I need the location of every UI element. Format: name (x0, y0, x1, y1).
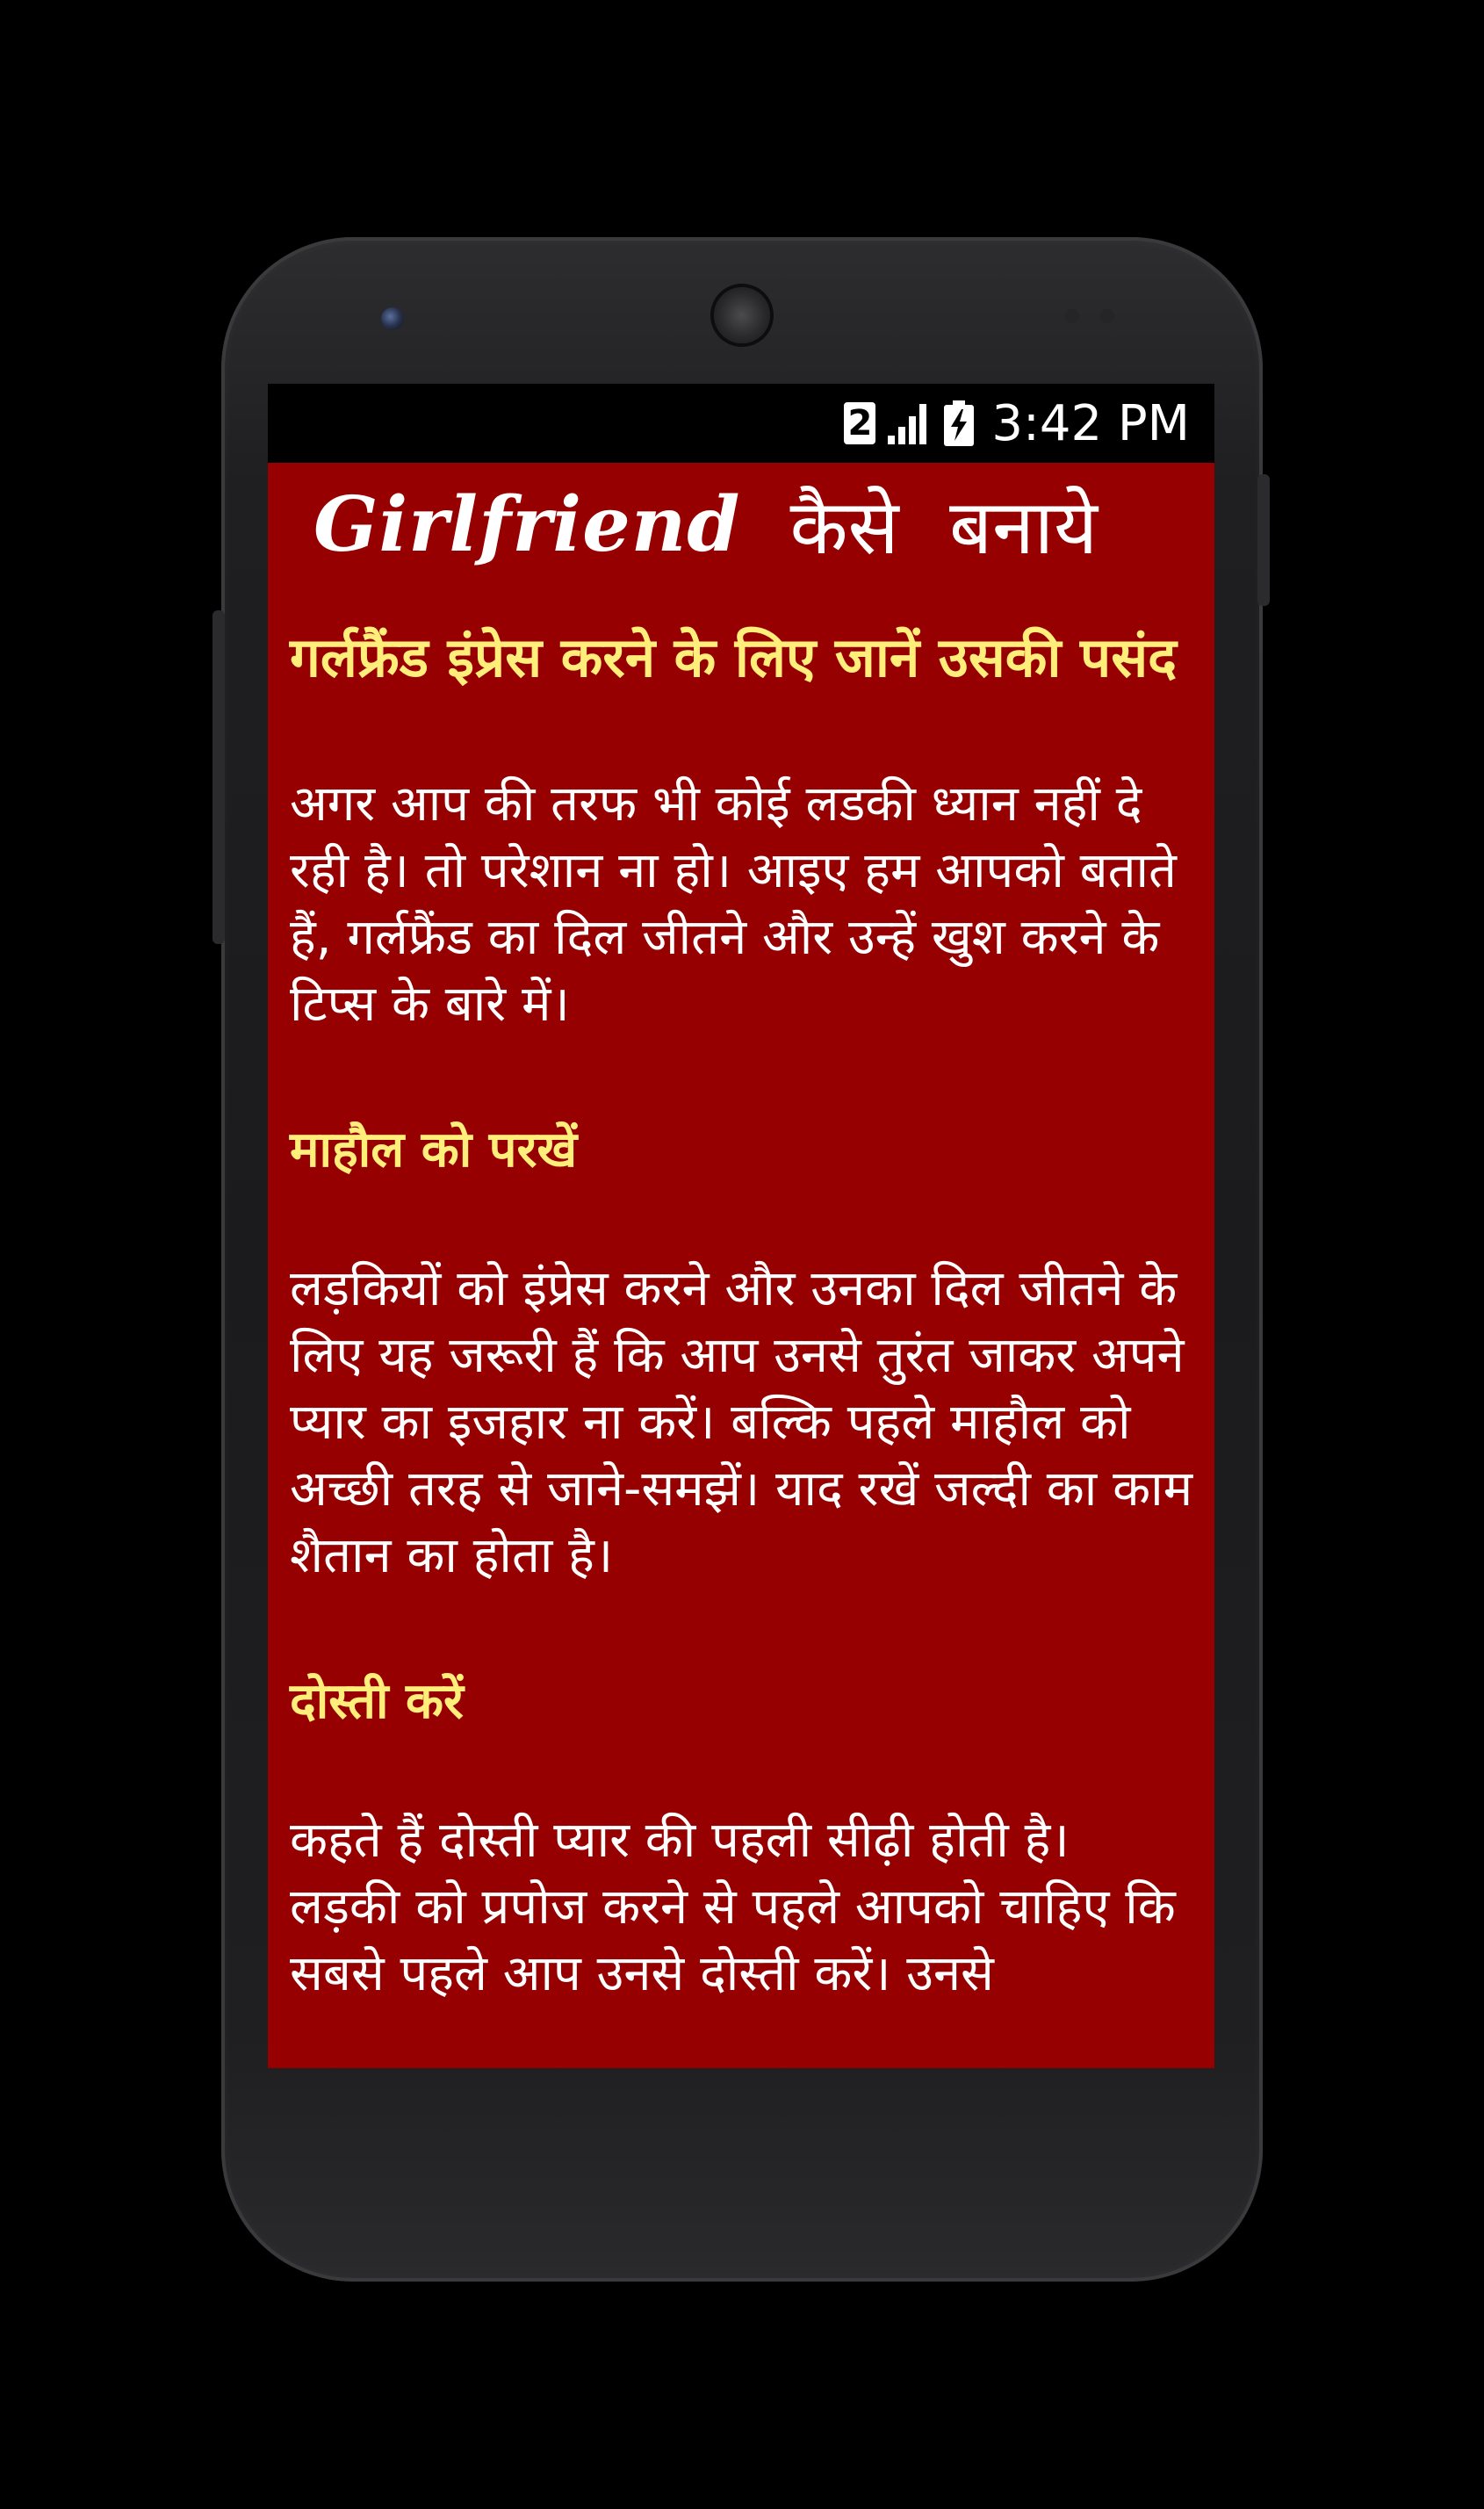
phone-screen (268, 384, 1214, 2068)
section-heading: माहौल को परखें (290, 1121, 578, 1179)
section-heading: दोस्ती करें (290, 1673, 464, 1730)
light-sensor (1100, 309, 1114, 323)
intro-paragraph: अगर आप की तरफ भी कोई लडकी ध्यान नहीं दे रही है। तो परेशान ना हो। आइए हम आपको बताते हैं, गर्लफ्रैंड का दिल जीतने और उन्हें खुश करने के टिप्स के बारे में। (290, 775, 1177, 1033)
status-clock: 3:42 PM (991, 394, 1190, 452)
article-title: गर्लफ्रैंड इंप्रेस करने के लिए जानें उसकी पसंद (290, 625, 1178, 689)
app-title-english: Girlfriend (313, 479, 741, 569)
sim-card-icon: 2 (844, 402, 875, 444)
battery-charging-icon (944, 400, 974, 446)
proximity-sensor (1065, 309, 1079, 323)
power-button (1257, 474, 1270, 606)
article-content[interactable] (290, 616, 1194, 2008)
cell-signal-icon (888, 402, 932, 444)
app-title-hindi: कैसे बनाये (789, 483, 1098, 572)
front-camera (381, 307, 404, 330)
volume-button (213, 610, 225, 944)
app-header (268, 463, 1214, 586)
earpiece-speaker (714, 287, 770, 343)
section-paragraph: लड़कियों को इंप्रेस करने और उनका दिल जीतने के लिए यह जरूरी हैं कि आप उनसे तुरंत जाकर अपने प्यार का इजहार ना करें। बल्कि पहले माहौल को अच्छी तरह से जाने-समझें। याद रखें जल्दी का काम शैतान का होता है। (290, 1260, 1193, 1584)
status-bar (268, 384, 1214, 463)
section-paragraph: कहते हैं दोस्ती प्यार की पहली सीढ़ी होती है। लड़की को प्रपोज करने से पहले आपको चाहिए कि सबसे पहले आप उनसे दोस्ती करें। उनसे (290, 1812, 1176, 2002)
